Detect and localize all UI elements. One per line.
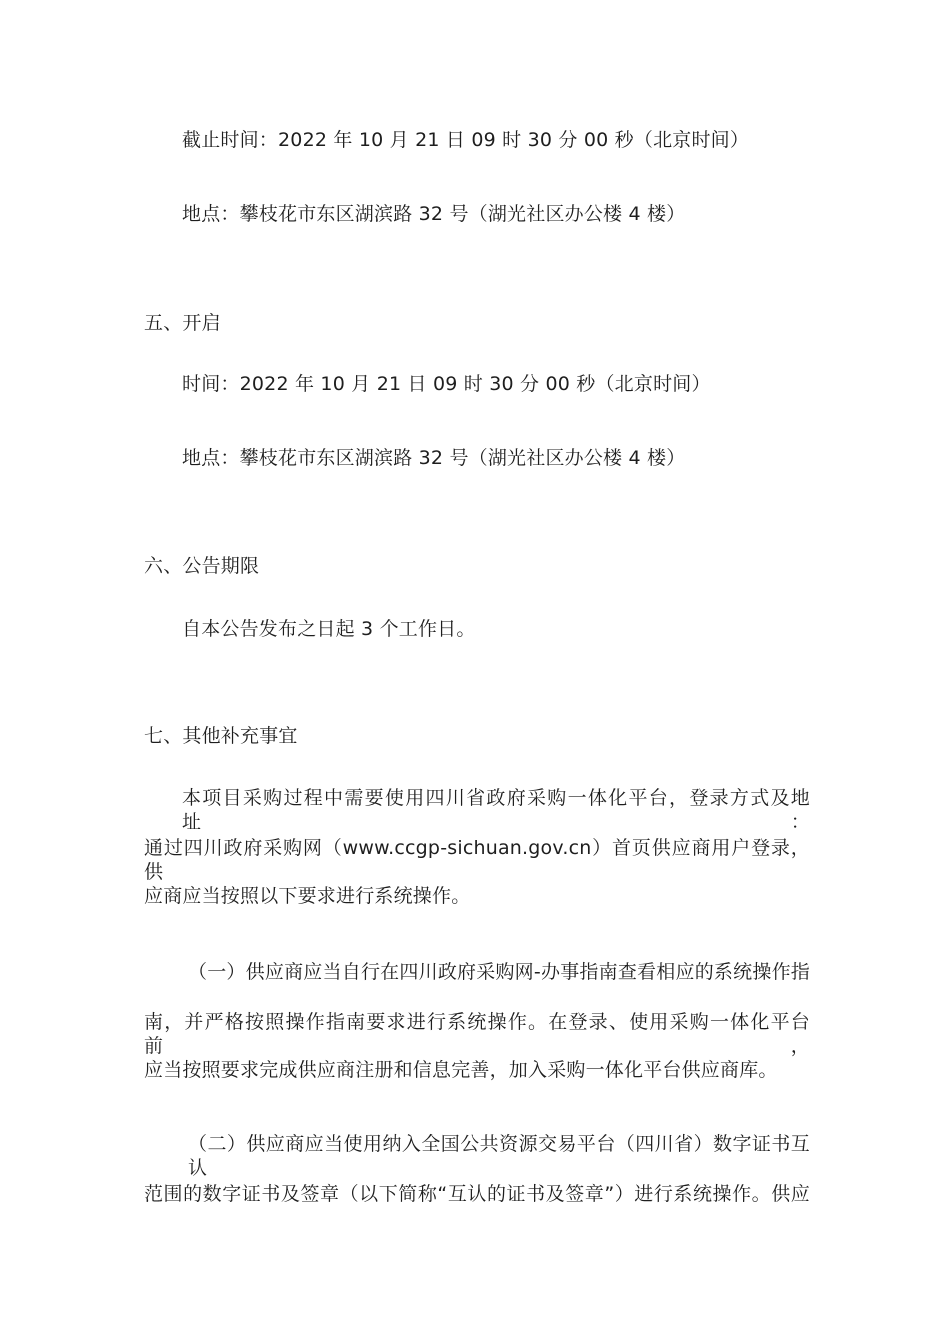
paragraph-line: （一）供应商应当自行在四川政府采购网-办事指南查看相应的系统操作指	[188, 961, 810, 983]
bid-location-text: 地点：攀枝花市东区湖滨路 32 号（湖光社区办公楼 4 楼）	[182, 203, 686, 225]
paragraph-line: 本项目采购过程中需要使用四川省政府采购一体化平台，登录方式及地址：	[182, 787, 810, 833]
paragraph-line: 应当按照要求完成供应商注册和信息完善，加入采购一体化平台供应商库。	[144, 1059, 778, 1081]
section-heading-opening: 五、开启	[144, 312, 221, 334]
notice-period-text: 自本公告发布之日起 3 个工作日。	[182, 618, 476, 640]
paragraph-line: 南，并严格按照操作指南要求进行系统操作。在登录、使用采购一体化平台前，	[144, 1011, 810, 1057]
opening-time-text: 时间：2022 年 10 月 21 日 09 时 30 分 00 秒（北京时间）	[182, 373, 711, 395]
opening-location-text: 地点：攀枝花市东区湖滨路 32 号（湖光社区办公楼 4 楼）	[182, 447, 686, 469]
paragraph-line: 应商应当按照以下要求进行系统操作。	[144, 885, 471, 907]
section-heading-other-matters: 七、其他补充事宜	[144, 725, 298, 747]
paragraph-line: （二）供应商应当使用纳入全国公共资源交易平台（四川省）数字证书互认	[188, 1133, 810, 1179]
bid-deadline-text: 截止时间：2022 年 10 月 21 日 09 时 30 分 00 秒（北京时间）	[182, 129, 750, 151]
paragraph-line: 范围的数字证书及签章（以下简称“互认的证书及签章”）进行系统操作。供应	[144, 1183, 810, 1205]
paragraph-line: 通过四川政府采购网（www.ccgp-sichuan.gov.cn）首页供应商用户登录，供	[144, 837, 810, 883]
section-heading-notice-period: 六、公告期限	[144, 555, 260, 577]
